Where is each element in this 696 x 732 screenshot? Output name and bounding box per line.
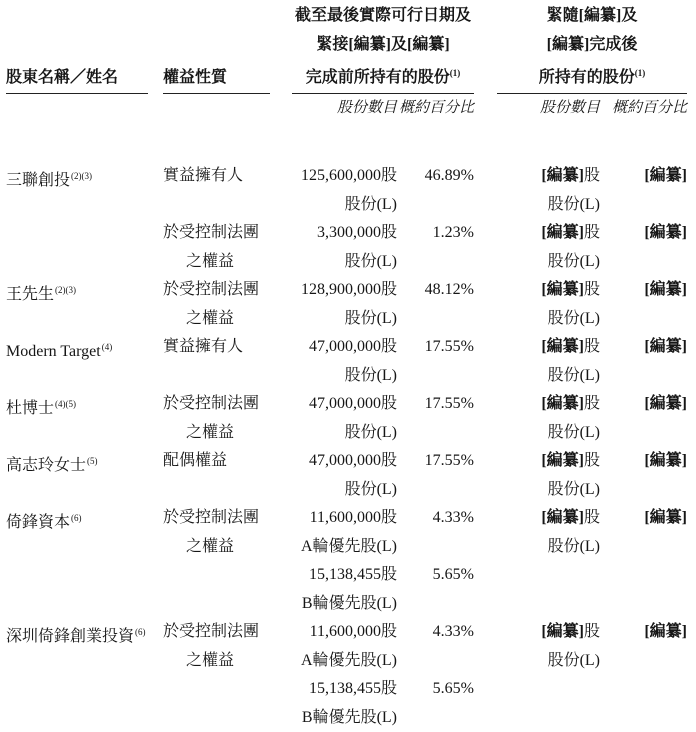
cell-line: [編纂]股	[474, 333, 600, 362]
post-completion-percent-cell	[600, 162, 687, 219]
header-pre-line-2: 緊接[編纂]及[編纂]	[292, 31, 474, 60]
cell-line: 配偶權益	[163, 447, 280, 476]
cell-line: 4.33%	[397, 618, 474, 647]
post-completion-percent-cell	[600, 390, 687, 447]
cell-line: [編纂]	[600, 333, 687, 362]
shareholder-footnote-sup: (5)	[87, 456, 98, 466]
nature-of-interest-cell	[163, 162, 280, 219]
header-pre-line-1: 截至最後實際可行日期及	[292, 2, 474, 31]
header-nature-label: 權益性質	[163, 69, 227, 86]
pre-completion-percent-cell	[397, 504, 474, 618]
cell-line: [編纂]	[600, 276, 687, 305]
cell-line: 股份(L)	[474, 248, 600, 277]
cell-line: B輪優先股(L)	[280, 590, 397, 619]
cell-line: [編纂]	[600, 504, 687, 533]
post-completion-shares-cell	[474, 219, 600, 276]
cell-line: 股份(L)	[474, 533, 600, 562]
header-shareholder-name-label: 股東名稱／姓名	[6, 69, 118, 86]
shareholder-name-cell	[6, 276, 163, 333]
shareholder-footnote-sup: (2)(3)	[71, 171, 92, 181]
cell-line: 股份(L)	[474, 362, 600, 391]
nature-of-interest-cell	[163, 276, 280, 333]
post-completion-shares-cell	[474, 333, 600, 390]
cell-line: 3,300,000股	[280, 219, 397, 248]
cell-line: 17.55%	[397, 447, 474, 476]
nature-of-interest-cell	[163, 504, 280, 618]
cell-line: 125,600,000股	[280, 162, 397, 191]
pre-completion-percent-cell	[397, 276, 474, 333]
cell-line: 實益擁有人	[163, 162, 280, 191]
table-row	[6, 390, 696, 447]
cell-line: 股份(L)	[280, 419, 397, 448]
header-shareholder-name	[6, 64, 148, 94]
cell-line: 於受控制法團	[163, 276, 280, 305]
cell-line: [編纂]	[600, 219, 687, 248]
cell-line: 47,000,000股	[280, 390, 397, 419]
post-completion-percent-cell	[600, 504, 687, 618]
header-pre-completion-group	[292, 2, 474, 94]
cell-line: Modern Target$^{(4)}$	[6, 333, 163, 362]
nature-of-interest-cell	[163, 618, 280, 732]
cell-line: 深圳倚鋒創業投資$^{(6)}$	[6, 618, 163, 647]
cell-line: 11,600,000股	[280, 504, 397, 533]
shareholder-name-cell	[6, 219, 163, 276]
cell-line: [編纂]	[600, 390, 687, 419]
shareholder-name-cell	[6, 504, 163, 618]
pre-completion-percent-cell	[397, 618, 474, 732]
cell-line: 128,900,000股	[280, 276, 397, 305]
cell-line: 王先生$^{(2)(3)}$	[6, 276, 163, 305]
subheader-post-percent: 概約百分比	[600, 94, 687, 123]
post-completion-shares-cell	[474, 504, 600, 618]
table-row	[6, 504, 696, 618]
nature-of-interest-cell	[163, 219, 280, 276]
pre-completion-shares-cell	[280, 504, 397, 618]
cell-line: 於受控制法團	[163, 618, 280, 647]
cell-line: 股份(L)	[280, 476, 397, 505]
nature-of-interest-cell	[163, 390, 280, 447]
table-header	[6, 2, 696, 94]
cell-line: 於受控制法團	[163, 219, 280, 248]
pre-completion-percent-cell	[397, 162, 474, 219]
cell-line: 股份(L)	[280, 362, 397, 391]
header-nature-of-interest	[163, 64, 270, 94]
cell-line: 1.23%	[397, 219, 474, 248]
cell-line: B輪優先股(L)	[280, 704, 397, 732]
pre-completion-shares-cell	[280, 447, 397, 504]
cell-line: 48.12%	[397, 276, 474, 305]
cell-line: [編纂]	[600, 162, 687, 191]
cell-line: 17.55%	[397, 390, 474, 419]
cell-line: 股份(L)	[474, 305, 600, 334]
cell-line: 之權益	[163, 533, 280, 562]
cell-line: 股份(L)	[280, 305, 397, 334]
post-completion-percent-cell	[600, 618, 687, 732]
cell-line: 之權益	[163, 248, 280, 277]
pre-completion-shares-cell	[280, 618, 397, 732]
shareholder-name-cell	[6, 618, 163, 732]
subheader-pre-shares: 股份數目	[280, 94, 397, 123]
cell-line: 倚鋒資本$^{(6)}$	[6, 504, 163, 533]
header-post-line-1: 緊隨[編纂]及	[497, 2, 687, 31]
subheader-post-shares: 股份數目	[474, 94, 600, 123]
cell-line: 股份(L)	[474, 191, 600, 220]
table-row	[6, 447, 696, 504]
post-completion-shares-cell	[474, 162, 600, 219]
cell-line: 股份(L)	[474, 476, 600, 505]
post-completion-percent-cell	[600, 219, 687, 276]
cell-line: 股份(L)	[474, 419, 600, 448]
pre-completion-percent-cell	[397, 390, 474, 447]
shareholder-footnote-sup: (4)(5)	[55, 399, 76, 409]
pre-completion-percent-cell	[397, 447, 474, 504]
cell-line: 5.65%	[397, 561, 474, 590]
footnote-sup-1: (1)	[450, 68, 461, 78]
cell-line: 15,138,455股	[280, 675, 397, 704]
shareholder-name-cell	[6, 447, 163, 504]
table-body	[6, 162, 696, 732]
pre-completion-shares-cell	[280, 162, 397, 219]
nature-of-interest-cell	[163, 447, 280, 504]
cell-line: [編纂]	[600, 447, 687, 476]
cell-line: [編纂]股	[474, 276, 600, 305]
cell-line: 15,138,455股	[280, 561, 397, 590]
pre-completion-shares-cell	[280, 276, 397, 333]
cell-line: 股份(L)	[280, 191, 397, 220]
cell-line: 47,000,000股	[280, 333, 397, 362]
table-row	[6, 333, 696, 390]
cell-line: 股份(L)	[280, 248, 397, 277]
header-post-completion-group	[497, 2, 687, 94]
pre-completion-shares-cell	[280, 390, 397, 447]
header-pre-line-3: 完成前所持有的股份$^{(1)}$	[292, 59, 474, 93]
cell-line: [編纂]	[600, 618, 687, 647]
shareholder-footnote-sup: (4)	[102, 342, 113, 352]
cell-line: [編纂]股	[474, 447, 600, 476]
table-row	[6, 618, 696, 732]
cell-line: [編纂]股	[474, 219, 600, 248]
table-row	[6, 219, 696, 276]
cell-line	[397, 533, 474, 562]
pre-completion-percent-cell	[397, 333, 474, 390]
header-post-line-3: 所持有的股份$^{(1)}$	[497, 59, 687, 93]
cell-line: 之權益	[163, 419, 280, 448]
nature-of-interest-cell	[163, 333, 280, 390]
cell-line: [編纂]股	[474, 618, 600, 647]
cell-line: A輪優先股(L)	[280, 647, 397, 676]
shareholder-name-cell	[6, 162, 163, 219]
cell-line	[397, 647, 474, 676]
shareholder-footnote-sup: (2)(3)	[55, 285, 76, 295]
cell-line: 47,000,000股	[280, 447, 397, 476]
cell-line: 於受控制法團	[163, 504, 280, 533]
cell-line: 5.65%	[397, 675, 474, 704]
pre-completion-shares-cell	[280, 333, 397, 390]
cell-line: 實益擁有人	[163, 333, 280, 362]
cell-line: [編纂]股	[474, 390, 600, 419]
cell-line: 4.33%	[397, 504, 474, 533]
table-subheader	[6, 94, 696, 123]
shareholder-name-cell	[6, 333, 163, 390]
table-row	[6, 162, 696, 219]
cell-line: 46.89%	[397, 162, 474, 191]
pre-completion-shares-cell	[280, 219, 397, 276]
post-completion-shares-cell	[474, 618, 600, 732]
cell-line: 11,600,000股	[280, 618, 397, 647]
cell-line: A輪優先股(L)	[280, 533, 397, 562]
subheader-pre-percent: 概約百分比	[397, 94, 474, 123]
cell-line	[6, 219, 163, 248]
post-completion-shares-cell	[474, 447, 600, 504]
post-completion-percent-cell	[600, 447, 687, 504]
post-completion-shares-cell	[474, 276, 600, 333]
cell-line: [編纂]股	[474, 162, 600, 191]
post-completion-shares-cell	[474, 390, 600, 447]
cell-line: [編纂]股	[474, 504, 600, 533]
shareholder-name-cell	[6, 390, 163, 447]
shareholder-footnote-sup: (6)	[71, 513, 82, 523]
cell-line: 之權益	[163, 647, 280, 676]
cell-line: 之權益	[163, 305, 280, 334]
footnote-sup-2: (1)	[635, 68, 646, 78]
cell-line: 17.55%	[397, 333, 474, 362]
cell-line: 股份(L)	[474, 647, 600, 676]
cell-line: 杜博士$^{(4)(5)}$	[6, 390, 163, 419]
shareholder-footnote-sup: (6)	[135, 627, 146, 637]
header-post-line-2: [編纂]完成後	[497, 31, 687, 60]
table-row	[6, 276, 696, 333]
cell-line: 於受控制法團	[163, 390, 280, 419]
pre-completion-percent-cell	[397, 219, 474, 276]
post-completion-percent-cell	[600, 333, 687, 390]
cell-line: 三聯創投$^{(2)(3)}$	[6, 162, 163, 191]
post-completion-percent-cell	[600, 276, 687, 333]
cell-line: 高志玲女士$^{(5)}$	[6, 447, 163, 476]
